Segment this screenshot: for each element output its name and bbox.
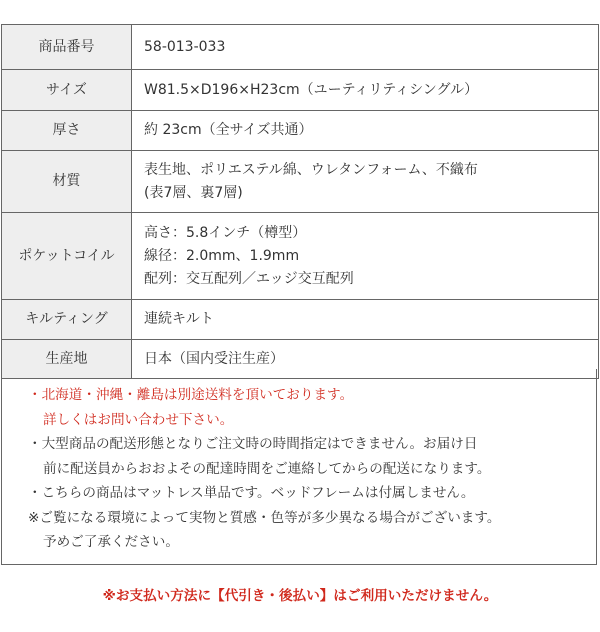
spec-value-line: 表生地、ポリエステル綿、ウレタンフォーム、不織布 — [144, 161, 478, 178]
spec-table — [1, 24, 599, 379]
spec-value-line: (表7層、裏7層) — [144, 184, 243, 201]
spec-row-size — [2, 70, 599, 111]
spec-value-line: 日本（国内受注生産） — [144, 350, 284, 367]
spec-label: 商品番号 — [2, 25, 132, 70]
note-delivery-time: ・大型商品の配送形態となりご注文時の時間指定はできません。お届け日 — [28, 436, 478, 452]
spec-row-product-number — [2, 25, 599, 70]
note-shipping-fee: ・北海道・沖縄・離島は別途送料を頂いております。 — [28, 387, 354, 403]
spec-value-line: 58-013-033 — [144, 38, 226, 55]
spec-value-line: W81.5×D196×H23cm（ユーティリティシングル） — [144, 81, 479, 98]
spec-value — [132, 213, 599, 300]
spec-row-pocket-coil — [2, 213, 599, 300]
spec-value-line: 連続キルト — [144, 311, 214, 327]
spec-value — [132, 151, 599, 213]
spec-label: 材質 — [2, 151, 132, 213]
spec-value — [132, 70, 599, 111]
spec-value-line: 約 23cm（全サイズ共通） — [144, 122, 313, 138]
spec-value — [132, 300, 599, 340]
spec-label: ポケットコイル — [2, 213, 132, 300]
note-display-color: ※ご覧になる環境によって実物と質感・色等が多少異なる場合がございます。 — [28, 509, 501, 526]
spec-label: 生産地 — [2, 340, 132, 379]
spec-label: サイズ — [2, 70, 132, 111]
spec-value-line: 線径：2.0mm、1.9mm — [144, 247, 300, 264]
spec-value — [132, 111, 599, 151]
payment-notice: ※お支払い方法に【代引き・後払い】はご利用いただけません。 — [102, 588, 498, 604]
spec-value-line: 配列：交互配列／エッジ交互配列 — [144, 270, 354, 287]
spec-value — [132, 25, 599, 70]
shipping-notes-box — [1, 369, 597, 565]
note-shipping-fee-contact: 詳しくはお問い合わせ下さい。 — [43, 411, 234, 428]
spec-row-thickness — [2, 111, 599, 151]
spec-row-quilting — [2, 300, 599, 340]
spec-row-material — [2, 151, 599, 213]
spec-label: キルティング — [2, 300, 132, 340]
note-acknowledge: 予めご了承ください。 — [43, 534, 179, 550]
note-mattress-only: ・こちらの商品はマットレス単品です。ベッドフレームは付属しません。 — [28, 485, 475, 501]
note-delivery-contact: 前に配送員からおおよその配達時間をご連絡してからの配送になります。 — [43, 460, 491, 477]
spec-value-line: 高さ：5.8インチ（樽型） — [144, 224, 307, 241]
spec-label: 厚さ — [2, 111, 132, 151]
